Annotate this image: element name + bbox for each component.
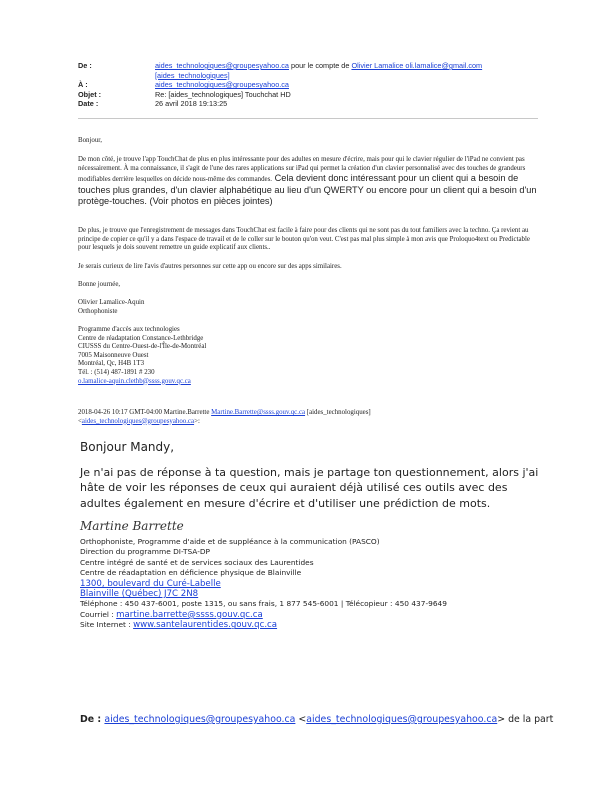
paragraph-1-sans: Cela devient donc intéressant pour un client qui a besoin de touches plus grandes, d'un clavier alphabétique au lieu d'un QWERTY ou encore pour un client qui a besoin d'un protège-touches. (Voir photos en pièces jointes)	[78, 173, 537, 207]
sig-ciusss: CIUSSS du Centre-Ouest-de-l'Île-de-Montréal	[78, 343, 207, 351]
sig-name: Olivier Lamalice-Aquin	[78, 299, 145, 306]
sig-email-link[interactable]: o.lamalice-aquin.clethb@ssss.gouv.qc.ca	[78, 377, 191, 385]
paragraph-1	[78, 156, 538, 208]
footer-from-line	[80, 714, 560, 725]
quote-cisss: Centre intégré de santé et de services sociaux des Laurentides	[80, 557, 314, 567]
paragraph-3: Je serais curieux de lire l'avis d'autres personnes sur cette app ou encore sur des apps similaires.	[78, 263, 342, 270]
footer-sep: <	[295, 714, 307, 725]
quote-meta-email-link[interactable]: Martine.Barrette@ssss.gouv.qc.ca	[211, 409, 306, 416]
footer-email1-link[interactable]: aides_technologiques@groupesyahoo.ca	[104, 714, 296, 725]
quote-site-line	[80, 620, 550, 630]
date-value: 26 avril 2018 19:13:25	[155, 99, 228, 109]
quote-site-label: Site Internet :	[80, 620, 134, 630]
quote-direction: Direction du programme DI-TSA-DP	[80, 547, 211, 557]
sig-city: Montréal, Qc, H4B 1T3	[78, 360, 145, 368]
signature-organisation	[78, 326, 538, 386]
subject-label: Objet :	[78, 89, 102, 99]
quote-meta-gt: >:	[194, 417, 200, 425]
quote-meta	[78, 409, 538, 426]
quote-email-label: Courriel :	[80, 609, 117, 619]
quote-email-line	[80, 610, 550, 620]
quote-message: Je n'ai pas de réponse à ta question, mais je partage ton questionnement, alors j'ai hâte de voir les réponses de ceux qui auraient déjà utilisé ces outils avec des adultes également en mesure d'écrire et d'utiliser une prédiction de mots.	[80, 466, 539, 510]
subject-value: Re: [aides_technologiques] Touchchat HD	[155, 89, 291, 99]
to-label: À :	[78, 80, 88, 90]
from-label: De :	[78, 61, 92, 70]
paragraph-2: De plus, je trouve que l'enregistrement de messages dans TouchChat est facile à faire pour des clients qui ne sont pas du tout familiers avec la techno. Ça revient au principe de copier ce qu'il y a dans l'espace de travail et de le coller sur le bouton qu'on veut. C'est pas mal plus simple à mon avis que Proloquo4text ou Predictable pour lesquels je dois souvent remettre un guide explicatif aux clients..	[78, 227, 530, 252]
on-behalf-text: pour le compte de	[288, 61, 352, 70]
quote-phone: Téléphone : 450 437-6001, poste 1315, ou sans frais, 1 877 545-6001 | Télécopieur : 450 437-9649	[80, 599, 447, 609]
quote-greeting: Bonjour Mandy,	[80, 440, 175, 454]
greeting: Bonjour,	[78, 137, 103, 144]
from-email-link[interactable]: aides_technologiques@groupesyahoo.ca	[155, 61, 289, 70]
closing: Bonne journée,	[78, 281, 121, 288]
date-row	[78, 99, 548, 109]
quote-address2-link[interactable]: Blainville (Québec) J7C 2N8	[80, 589, 199, 600]
sig-title: Orthophoniste	[78, 307, 118, 315]
email-header	[78, 61, 548, 109]
footer-tail: > de la part	[497, 714, 554, 725]
quote-meta-lt: <	[78, 417, 82, 425]
footer-from-label: De :	[80, 714, 105, 725]
sig-phone: Tél. : (514) 487-1891 # 230	[78, 368, 155, 376]
signature-olivier	[78, 299, 538, 316]
paragraph-1-serif: De mon côté, je trouve l'app TouchChat de plus en plus intéressante pour des adultes en mesure d'écrire, mais pour qui le clavier régulier de l'iPad ne convient pas nécessairement. À ma connaissance, il s'agit de l'une des rares applications sur iPad qui permet la création d'un clavier personnalisé avec des touches de grandeurs modifiables derrière lesquelles on décide nous-même des commandes.	[78, 156, 526, 184]
from-row	[78, 61, 548, 80]
quote-title: Orthophoniste, Programme d'aide et de suppléance à la communication (PASCO)	[80, 537, 380, 546]
quote-site-link[interactable]: www.santelaurentides.gouv.qc.ca	[133, 620, 278, 631]
sig-street: 7005 Maisonneuve Ouest	[78, 351, 149, 359]
quote-email-link[interactable]: martine.barrette@ssss.gouv.qc.ca	[116, 609, 263, 620]
footer-email2-link[interactable]: aides_technologiques@groupesyahoo.ca	[306, 714, 498, 725]
to-email-link[interactable]: aides_technologiques@groupesyahoo.ca	[155, 80, 289, 90]
quote-address1-link[interactable]: 1300, boulevard du Curé-Labelle	[80, 578, 221, 589]
quote-meta-group: [aides_technologiques]	[305, 409, 371, 416]
from-group-link[interactable]: [aides_technologiques]	[155, 70, 230, 80]
to-row	[78, 80, 548, 90]
quote-signature-block	[80, 537, 550, 631]
header-divider	[78, 118, 538, 119]
on-behalf-link[interactable]: Olivier Lamalice oli.lamalice@gmail.com	[351, 61, 483, 70]
sig-centre: Centre de réadaptation Constance-Lethbridge	[78, 334, 204, 342]
date-label: Date :	[78, 99, 99, 109]
quote-signature-name: Martine Barrette	[80, 519, 184, 533]
subject-row	[78, 90, 548, 100]
quote-meta-group-email-link[interactable]: aides_technologiques@groupesyahoo.ca	[81, 417, 195, 425]
quote-meta-prefix: 2018-04-26 10:17 GMT-04:00 Martine.Barrette	[78, 409, 212, 416]
quote-centre: Centre de réadaptation en déficience physique de Blainville	[80, 568, 302, 578]
sig-program: Programme d'accès aux technologies	[78, 326, 180, 333]
